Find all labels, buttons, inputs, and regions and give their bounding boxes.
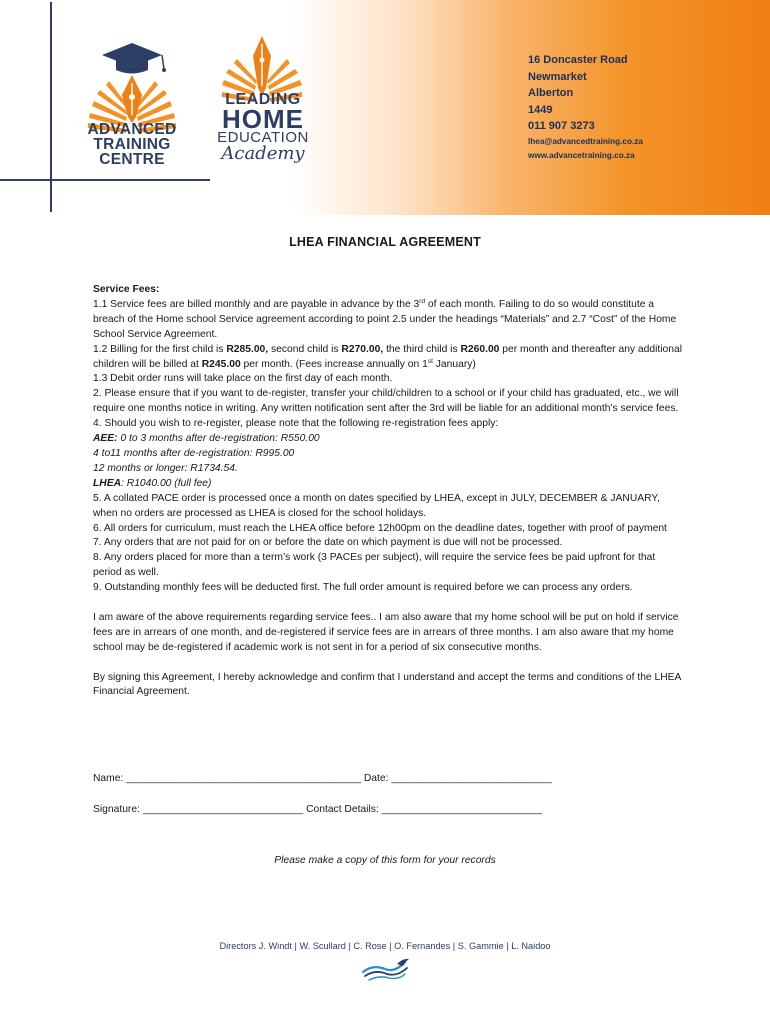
lhea-logo-line-3: EDUCATION (217, 129, 309, 146)
clause-1-2-sup: st (427, 357, 433, 365)
clause-1-2-text-f: January) (432, 358, 476, 370)
lhea-label: LHEA (93, 477, 122, 489)
document-title: LHEA FINANCIAL AGREEMENT (289, 235, 481, 249)
clause-1-3: 1.3 Debit order runs will take place on the first day of each month. (93, 373, 393, 385)
date-label: Date: (363, 773, 389, 784)
lhea-logo-line-2: HOME (222, 104, 304, 134)
atc-logo-wordmark (82, 122, 182, 167)
fee-third-child: R260.00 (460, 343, 500, 355)
clause-1-1 (93, 298, 683, 343)
fee-additional-child: R245.00 (201, 358, 241, 370)
contact-details-label: Contact Details: (306, 804, 379, 815)
aee-fee-line-1 (93, 432, 683, 447)
lhea-logo-wordmark (208, 92, 318, 163)
clause-1-2-text-a: 1.2 Billing for the first child is (93, 343, 227, 355)
lhea-logo-line-1: LEADING (225, 91, 301, 108)
clause-1-2-text-b: second child is (268, 343, 342, 355)
signature-contact-row (93, 804, 542, 815)
clause-7: 7. Any orders that are not paid for on or before the date on which payment is due will not be processed. (93, 537, 563, 549)
contact-email: lhea@advancedtraining.co.za (528, 136, 643, 146)
name-label: Name: (93, 773, 124, 784)
clause-1-2-text-d: per month and thereafter any additional children will be billed at (93, 343, 683, 370)
copy-reminder: Please make a copy of this form for your records (274, 855, 496, 866)
clause-2: 2. Please ensure that if you want to de-register, transfer your child/children to a school or if your child has graduated, etc., we will require one months notice in writing. Any written notification sent after the 3rd will be liable for an additional month’s service fees. (93, 388, 679, 415)
signature-label: Signature: (93, 804, 140, 815)
atc-logo-line-3: CENTRE (99, 151, 165, 168)
clause-1-1-text-b: of each month. Failing to do so would constitute a breach of the Home school Service agreement according to point 2.5 under the headings “Materials” and 2.7 “Cost” of the Home School Service Agreement. (93, 298, 677, 340)
clause-1-2-text-e: per month. (Fees increase annually on 1 (240, 358, 428, 370)
directors-list: Directors J. Windt | W. Scullard | C. Rose | O. Fernandes | S. Gammie | L. Naidoo (219, 941, 551, 951)
letterhead-horizontal-rule (0, 179, 210, 181)
contact-address-line-2: Newmarket (528, 70, 587, 83)
clause-1-2-text-c: the third child is (383, 343, 461, 355)
service-fees-heading: Service Fees: (93, 284, 160, 295)
lhea-fee-line (93, 477, 683, 492)
acknowledgement-paragraph: By signing this Agreement, I hereby acknowledge and confirm that I understand and accept the terms and conditions of the LHEA Financial Agreement. (93, 671, 681, 698)
lhea-logo-line-4: Academy (221, 143, 305, 164)
contact-address-line-1: 16 Doncaster Road (528, 54, 628, 66)
contact-phone: 011 907 3273 (528, 120, 595, 132)
name-date-row (93, 773, 552, 784)
clause-1-1-text-a: 1.1 Service fees are billed monthly and are payable in advance by the 3 (93, 298, 420, 310)
contact-block (528, 52, 643, 163)
atc-logo-line-2: TRAINING (93, 136, 171, 153)
contact-website: www.advancetraining.co.za (528, 150, 635, 160)
atc-logo-line-1: ADVANCED (87, 121, 177, 138)
clause-5: 5. A collated PACE order is processed once a month on dates specified by LHEA, except in JULY, DECEMBER & JANUARY, when no orders are processed as LHEA is closed for the school holidays. (93, 492, 660, 519)
name-field[interactable]: _________________________________________ (126, 773, 361, 784)
contact-address-line-3: Alberton (528, 87, 574, 99)
fee-first-child: R285.00, (226, 343, 269, 355)
agreement-body (93, 283, 683, 700)
signature-field[interactable]: ____________________________ (142, 804, 304, 815)
aee-fee-1: 0 to 3 months after de-registration: R550.00 (117, 433, 320, 445)
clause-1-2 (93, 343, 683, 373)
aee-label: AEE: (93, 433, 118, 445)
contact-postal-code: 1449 (528, 103, 553, 116)
clause-1-1-sup: rd (419, 297, 426, 305)
clause-6: 6. All orders for curriculum, must reach the LHEA office before 12h00pm on the deadline dates, together with proof of payment (93, 522, 667, 534)
contact-details-field[interactable]: ____________________________ (381, 804, 542, 815)
clause-9: 9. Outstanding monthly fees will be deducted first. The full order amount is required before we can process any orders. (93, 582, 633, 594)
date-field[interactable]: ____________________________ (391, 773, 552, 784)
clause-8: 8. Any orders placed for more than a term’s work (3 PACEs per subject), will require the service fees be paid upfront for that period as well. (93, 552, 656, 579)
lhea-fee: : R1040.00 (full fee) (121, 477, 212, 489)
wave-logo-icon (359, 956, 411, 982)
aee-fee-line-2: 4 to11 months after de-registration: R995.00 (93, 447, 295, 459)
clause-4: 4. Should you wish to re-register, please note that the following re-registration fees apply: (93, 418, 499, 430)
aee-fee-line-3: 12 months or longer: R1734.54. (93, 462, 238, 474)
fee-second-child: R270.00, (341, 343, 384, 355)
awareness-paragraph: I am aware of the above requirements regarding service fees.. I am also aware that my home school will be put on hold if service fees are in arrears of one month, and de-registered if service fees are in arrears of three months. I am also aware that my home school may be de-registered if academic work is not sent in for a period of six consecutive months. (93, 611, 679, 653)
